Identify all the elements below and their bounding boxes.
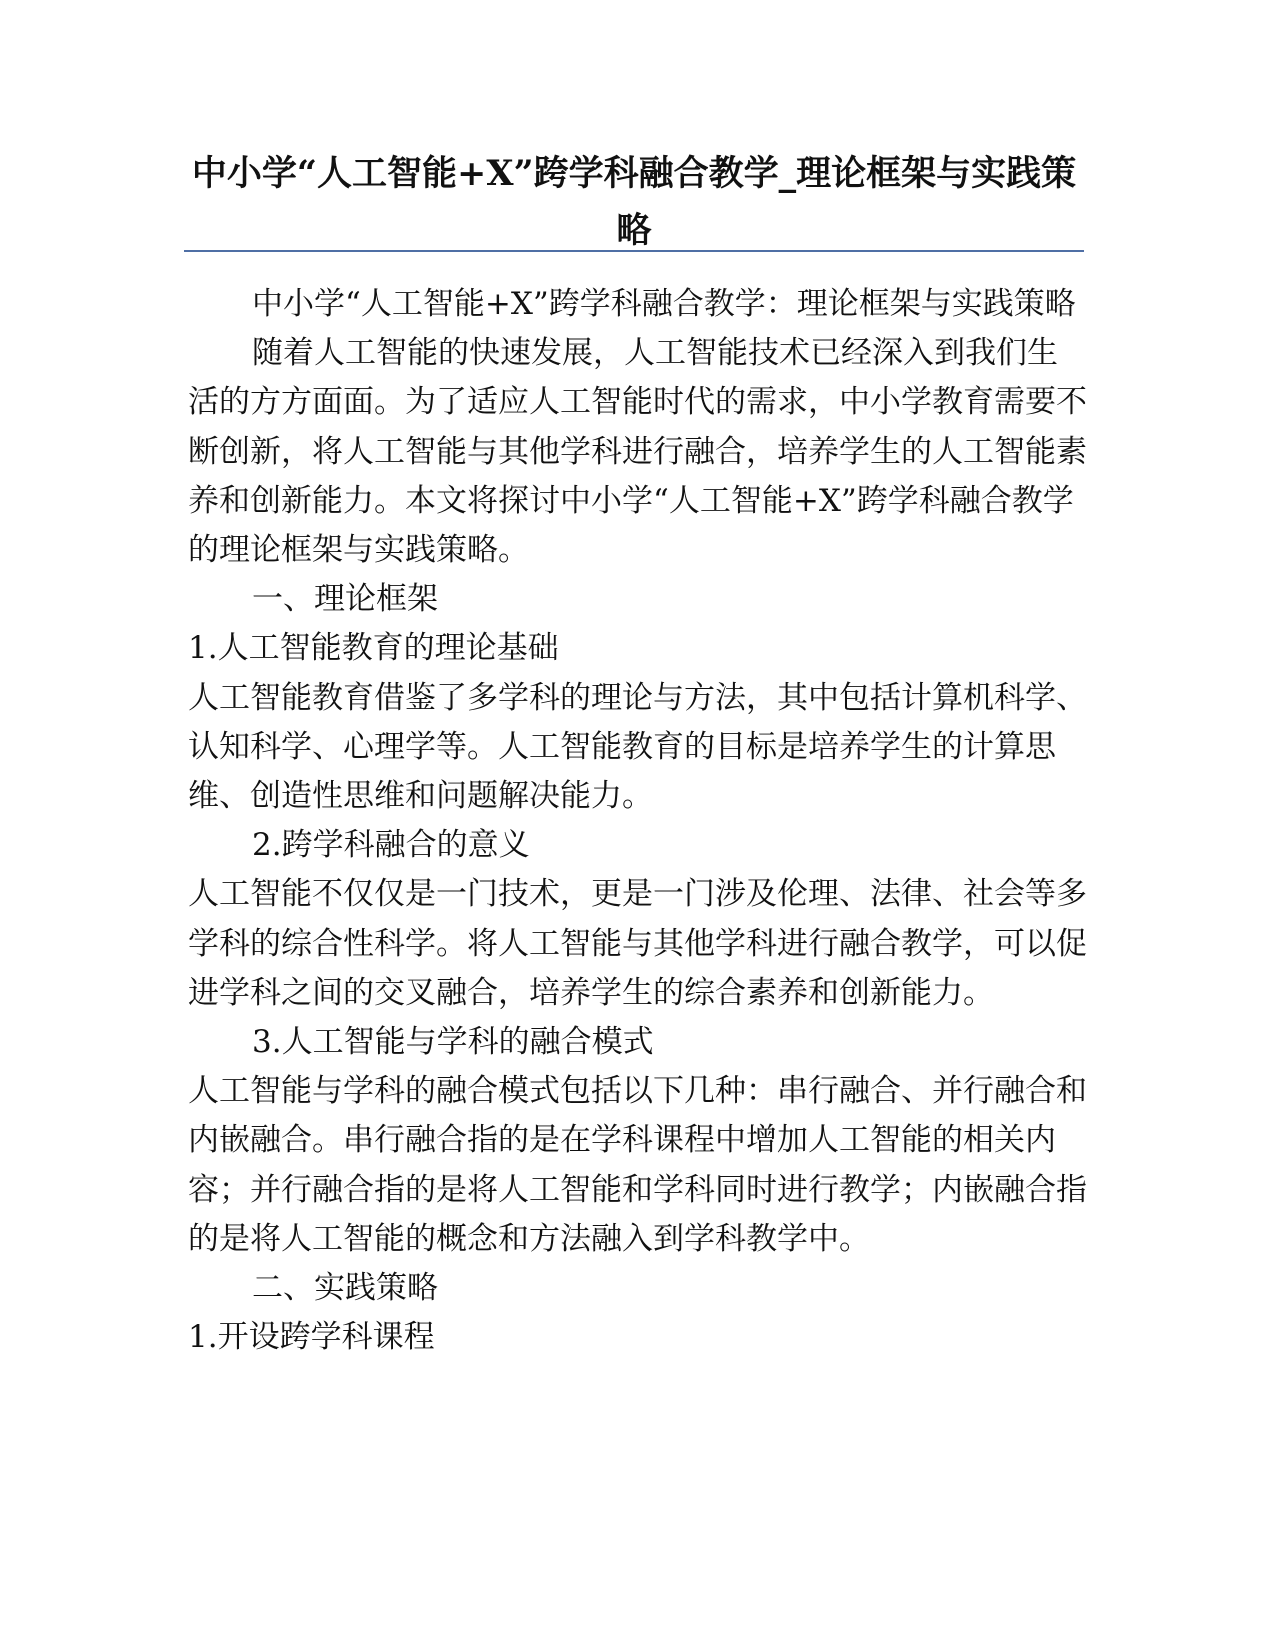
paragraph-theory-basis: 人工智能教育借鉴了多学科的理论与方法，其中包括计算机科学、认知科学、心理学等。人工智能教育的目标是培养学生的计算思维、创造性思维和问题解决能力。 <box>188 679 1087 815</box>
subheading-significance: 2.跨学科融合的意义 <box>252 827 530 864</box>
intro-paragraph: 随着人工智能的快速发展，人工智能技术已经深入到我们生活的方方面面。为了适应人工智能时代的需求，中小学教育需要不断创新，将人工智能与其他学科进行融合，培养学生的人工智能素养和创新能力。本文将探讨中小学“人工智能+X”跨学科融合教学的理论框架与实践策略。 <box>188 335 1087 569</box>
intro-heading: 中小学“人工智能+X”跨学科融合教学：理论框架与实践策略 <box>252 286 1076 322</box>
paragraph-significance: 人工智能不仅仅是一门技术，更是一门涉及伦理、法律、社会等多学科的综合性科学。将人工智能与其他学科进行融合教学，可以促进学科之间的交叉融合，培养学生的综合素养和创新能力。 <box>188 876 1087 1011</box>
subheading-theory-basis: 1.人工智能教育的理论基础 <box>188 630 559 667</box>
document-title: 中小学“人工智能+X”跨学科融合教学_理论框架与实践策略 <box>191 153 1077 251</box>
subheading-courses: 1.开设跨学科课程 <box>188 1319 435 1356</box>
section-heading-practice: 二、实践策略 <box>252 1270 438 1307</box>
paragraph-fusion-models: 人工智能与学科的融合模式包括以下几种：串行融合、并行融合和内嵌融合。串行融合指的是在学科课程中增加人工智能的相关内容；并行融合指的是将人工智能和学科同时进行教学；内嵌融合指的是将人工智能的概念和方法融入到学科教学中。 <box>188 1073 1087 1257</box>
title-divider <box>184 250 1084 252</box>
section-heading-theory: 一、理论框架 <box>252 581 438 618</box>
subheading-fusion-models: 3.人工智能与学科的融合模式 <box>252 1024 654 1061</box>
document-body <box>188 280 1088 1362</box>
